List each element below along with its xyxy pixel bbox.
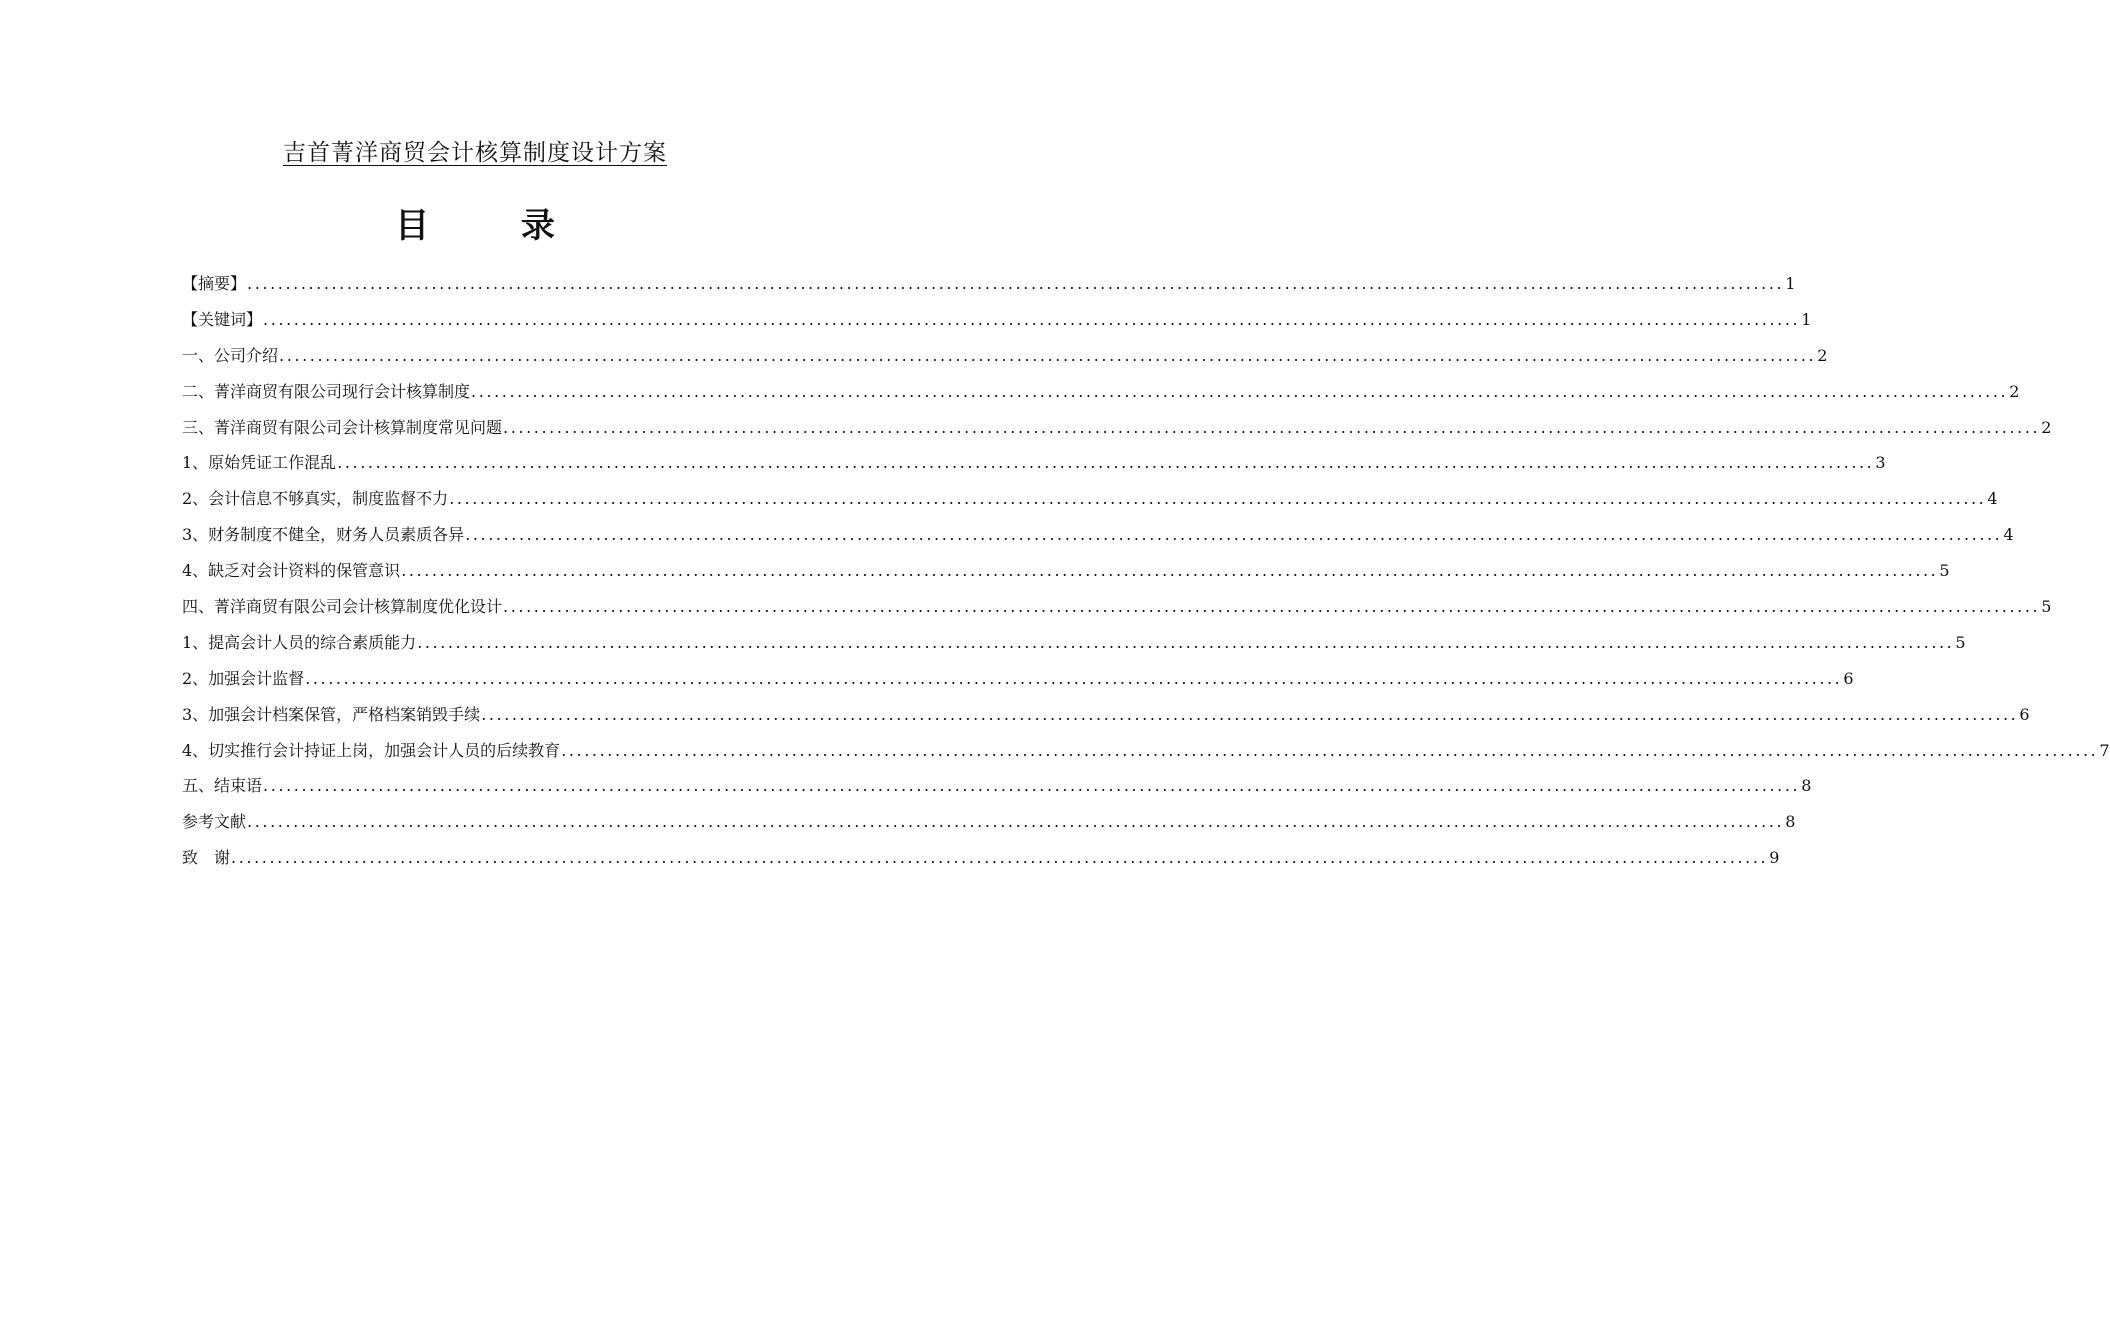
toc-entry-label: 【关键词】 xyxy=(182,309,263,329)
toc-entry-leader: ........................................................................................................................................................................................................ xyxy=(561,740,2099,760)
toc-entry[interactable] xyxy=(182,768,1812,804)
toc-entry-leader: ........................................................................................................................................................................................................ xyxy=(471,381,2009,401)
toc-entry-label: 二、菁洋商贸有限公司现行会计核算制度 xyxy=(182,381,471,401)
toc-entry-label: 三、菁洋商贸有限公司会计核算制度常见问题 xyxy=(182,417,503,437)
toc-entry-page: 8 xyxy=(1801,776,1812,796)
toc-entry-leader: ........................................................................................................................................................................................................ xyxy=(279,345,1817,365)
toc-entry-page: 5 xyxy=(2041,597,2052,617)
toc-entry[interactable] xyxy=(182,553,1950,589)
toc-entry-label: 3、财务制度不健全，财务人员素质各异 xyxy=(182,525,465,545)
toc-entry-page: 6 xyxy=(2019,704,2030,724)
toc-entry-leader: ........................................................................................................................................................................................................ xyxy=(263,776,1801,796)
toc-entry[interactable] xyxy=(182,804,1796,840)
toc-entry-leader: ........................................................................................................................................................................................................ xyxy=(247,274,1785,293)
toc-entry-page: 3 xyxy=(1875,453,1886,473)
toc-entry-label: 1、提高会计人员的综合素质能力 xyxy=(182,632,417,652)
toc-entry-page: 6 xyxy=(1843,668,1854,688)
toc-entry-page: 5 xyxy=(1955,632,1966,652)
toc-entry-label: 参考文献 xyxy=(182,812,247,832)
toc-entry-leader: ........................................................................................................................................................................................................ xyxy=(503,597,2041,617)
toc-entry[interactable] xyxy=(182,338,1828,374)
toc-entry-label: 2、加强会计监督 xyxy=(182,668,305,688)
toc-entry-label: 3、加强会计档案保管，严格档案销毁手续 xyxy=(182,704,481,724)
toc-entry-page: 7 xyxy=(2099,740,2110,760)
toc-entry-leader: ........................................................................................................................................................................................................ xyxy=(481,704,2019,724)
toc-entry-page: 1 xyxy=(1785,274,1796,293)
toc-entry-label: 1、原始凭证工作混乱 xyxy=(182,453,337,473)
toc-entry[interactable] xyxy=(182,625,1966,661)
toc-entry-page: 9 xyxy=(1769,848,1780,868)
toc-entry[interactable] xyxy=(182,374,2020,410)
toc-entry-page: 2 xyxy=(2009,381,2020,401)
toc-entry-label: 一、公司介绍 xyxy=(182,345,279,365)
toc-heading: 目 录 xyxy=(395,206,595,246)
toc-entry-leader: ........................................................................................................................................................................................................ xyxy=(449,489,1987,509)
toc-entry-label: 致 谢 xyxy=(182,848,231,868)
toc-entry-label: 4、缺乏对会计资料的保管意识 xyxy=(182,561,401,581)
toc-entry[interactable] xyxy=(182,445,1886,481)
document-title-text: 吉首菁洋商贸会计核算制度设计方案 xyxy=(283,140,667,166)
toc-entry[interactable] xyxy=(182,733,2110,769)
toc-entry[interactable] xyxy=(182,410,2052,446)
toc-entry-leader: ........................................................................................................................................................................................................ xyxy=(401,561,1939,581)
toc-entry-page: 1 xyxy=(1801,309,1812,329)
toc-entry-leader: ........................................................................................................................................................................................................ xyxy=(337,453,1875,473)
toc-entry-leader: ........................................................................................................................................................................................................ xyxy=(247,812,1785,832)
table-of-contents xyxy=(182,266,2110,876)
toc-entry-leader: ........................................................................................................................................................................................................ xyxy=(465,525,2003,545)
toc-entry-page: 8 xyxy=(1785,812,1796,832)
toc-entry[interactable] xyxy=(182,589,2052,625)
toc-entry[interactable] xyxy=(182,840,1780,876)
toc-entry-leader: ........................................................................................................................................................................................................ xyxy=(417,632,1955,652)
toc-entry-label: 【摘要】 xyxy=(182,274,247,293)
toc-entry-page: 4 xyxy=(1987,489,1998,509)
toc-entry[interactable] xyxy=(182,481,1998,517)
toc-entry-label: 2、会计信息不够真实，制度监督不力 xyxy=(182,489,449,509)
toc-entry-label: 四、菁洋商贸有限公司会计核算制度优化设计 xyxy=(182,597,503,617)
toc-entry[interactable] xyxy=(182,697,2030,733)
toc-entry-page: 2 xyxy=(1817,345,1828,365)
toc-entry-leader: ........................................................................................................................................................................................................ xyxy=(305,668,1843,688)
toc-entry-label: 4、切实推行会计持证上岗，加强会计人员的后续教育 xyxy=(182,740,561,760)
toc-entry-label: 五、结束语 xyxy=(182,776,263,796)
toc-entry-leader: ........................................................................................................................................................................................................ xyxy=(503,417,2041,437)
toc-entry-leader: ........................................................................................................................................................................................................ xyxy=(263,309,1801,329)
document-title xyxy=(0,136,950,170)
toc-entry[interactable] xyxy=(182,661,1854,697)
toc-entry[interactable] xyxy=(182,302,1812,338)
toc-entry[interactable] xyxy=(182,266,1796,302)
toc-entry-page: 5 xyxy=(1939,561,1950,581)
toc-entry-page: 2 xyxy=(2041,417,2052,437)
toc-entry-page: 4 xyxy=(2003,525,2014,545)
toc-entry[interactable] xyxy=(182,517,2014,553)
toc-entry-leader: ........................................................................................................................................................................................................ xyxy=(231,848,1769,868)
